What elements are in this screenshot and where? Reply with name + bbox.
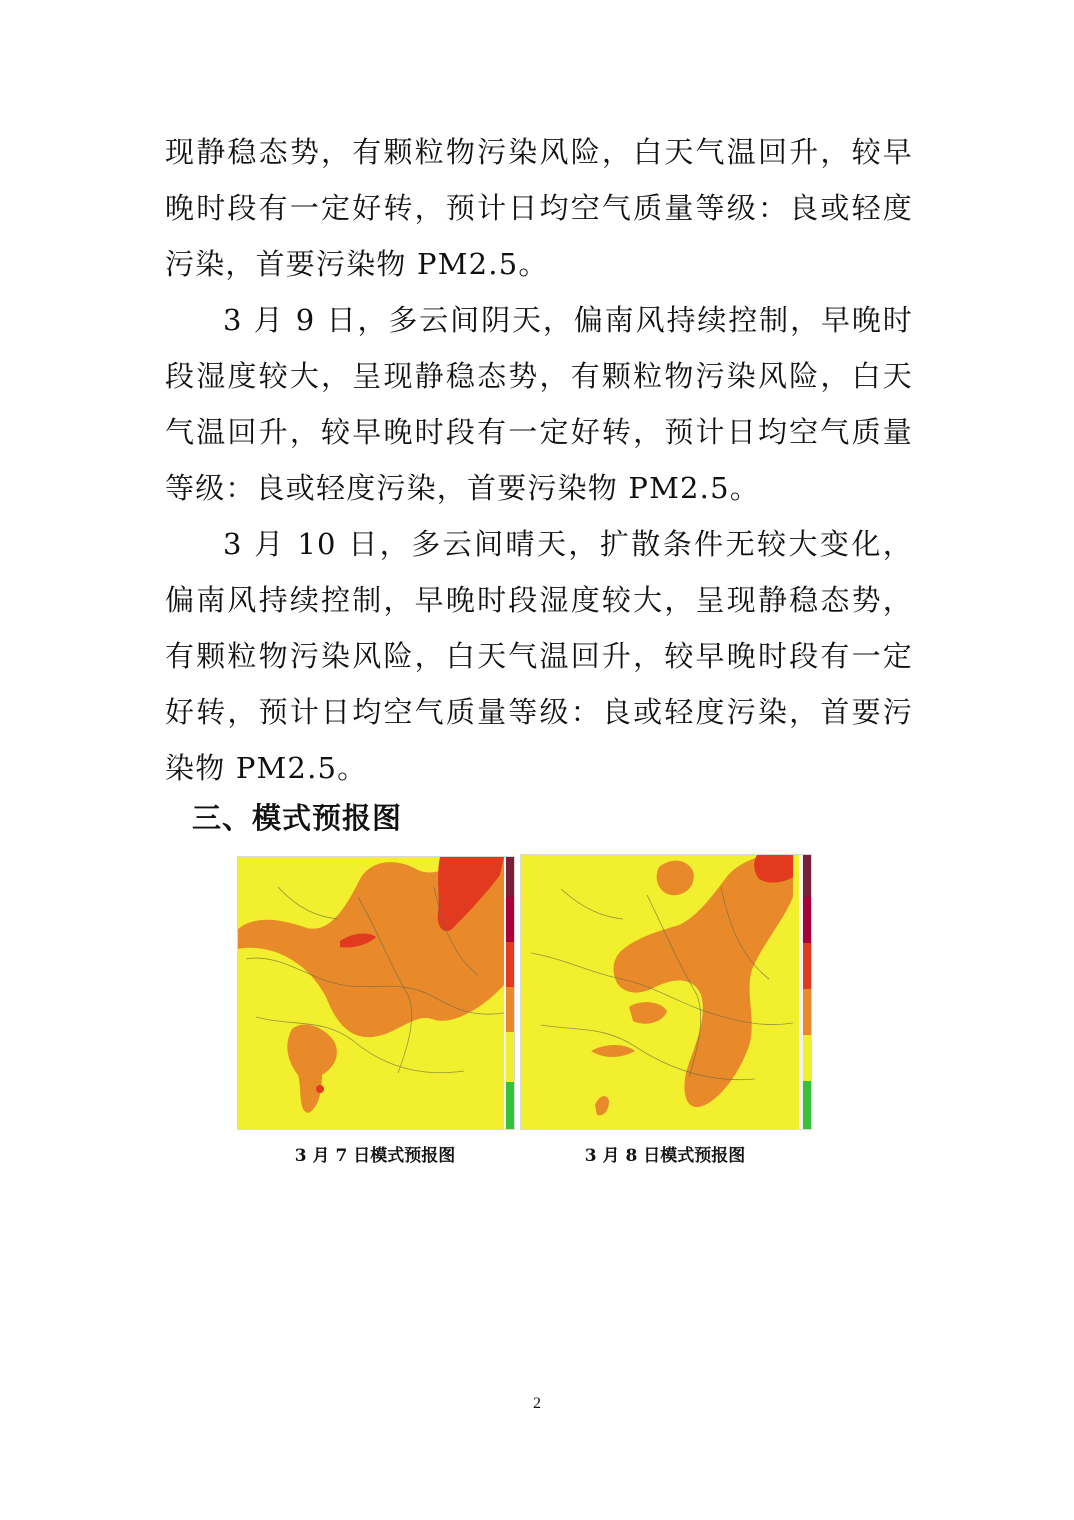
page-number: 2 — [533, 1395, 541, 1412]
forecast-map-mar-8-image — [521, 855, 811, 1129]
paragraph-forecast-mar-10: 3 月 10 日，多云间晴天，扩散条件无较大变化，偏南风持续控制，早晚时段湿度较大，呈现静稳态势，有颗粒物污染风险，白天气温回升，较早晚时段有一定好转，预计日均空气质量等级：良或轻度污染，首要污染物 PM2.5。 — [165, 527, 913, 785]
map-region-moderate-pollution-northeast — [754, 855, 793, 883]
paragraph-forecast-mar-9: 3 月 9 日，多云间阴天，偏南风持续控制，早晚时段湿度较大，呈现静稳态势，有颗粒物污染风险，白天气温回升，较早晚时段有一定好转，预计日均空气质量等级：良或轻度污染，首要污染物 PM2.5。 — [165, 303, 913, 505]
map-hotspot-southwest — [316, 1085, 324, 1093]
map-legend-colorbar — [803, 855, 811, 1129]
forecast-map-mar-7-image — [238, 857, 514, 1129]
map-legend-colorbar — [506, 857, 514, 1129]
forecast-map-mar-7 — [237, 856, 515, 1130]
forecast-map-mar-8 — [520, 854, 812, 1130]
section-heading-model-forecast: 三、模式预报图 — [192, 801, 403, 835]
figure-caption-mar-7: 3 月 7 日模式预报图 — [294, 1146, 456, 1166]
figure-caption-mar-8: 3 月 8 日模式预报图 — [584, 1146, 746, 1166]
paragraph-forecast-continued: 现静稳态势，有颗粒物污染风险，白天气温回升，较早晚时段有一定好转，预计日均空气质量等级：良或轻度污染，首要污染物 PM2.5。 — [165, 135, 913, 281]
